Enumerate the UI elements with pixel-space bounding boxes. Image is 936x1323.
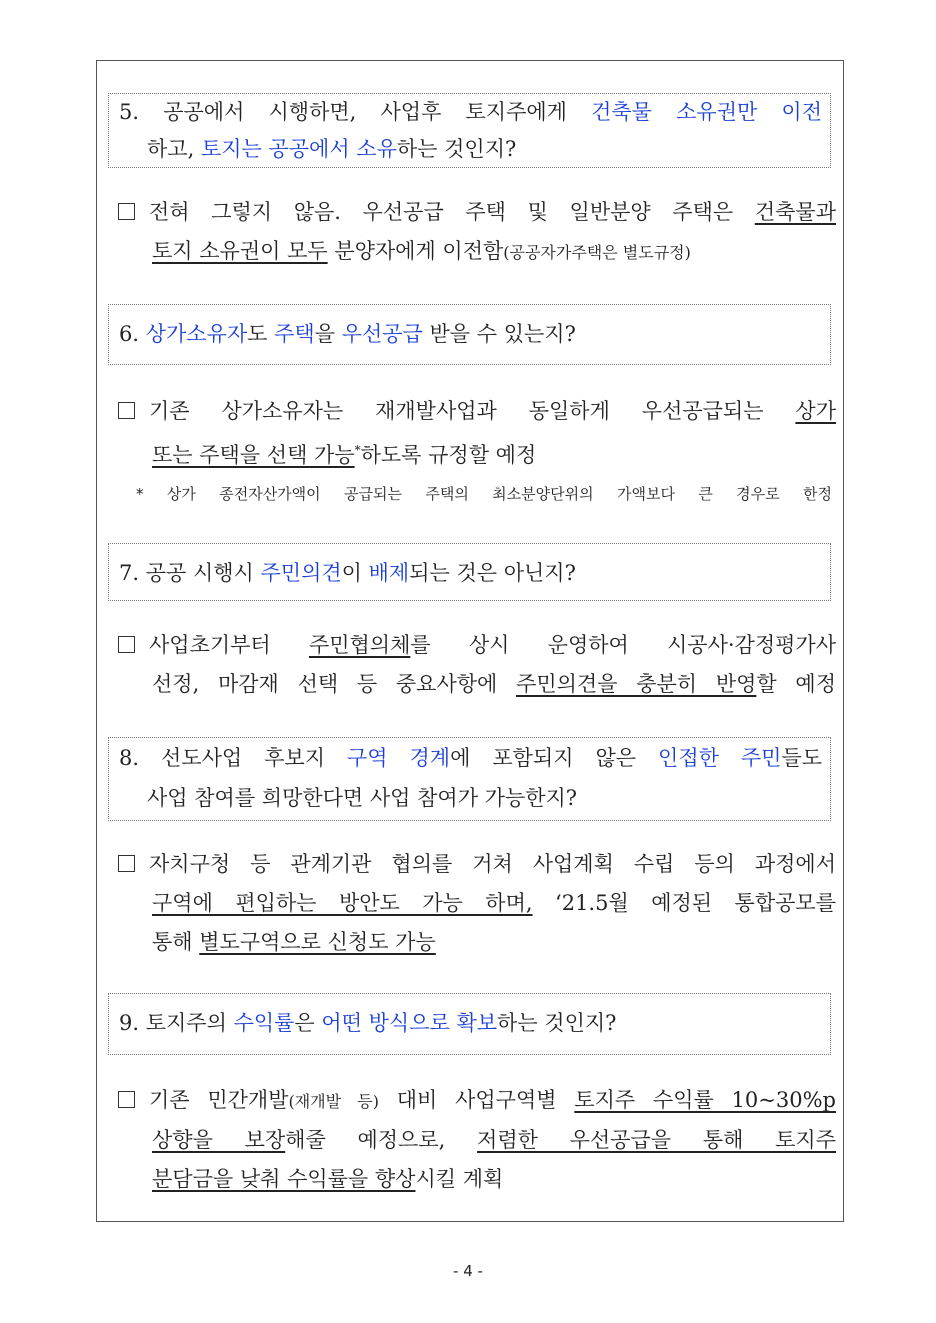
question-6-line: 6. 상가소유자도 주택을 우선공급 받을 수 있는지? [119,322,576,346]
question-5-line-2: 하고, 토지는 공공에서 소유하는 것인지? [147,137,517,161]
checkbox-icon [118,636,135,653]
answer-7 [116,626,836,704]
q5-highlight-building: 건축물 소유권만 이전 [591,100,822,124]
checkbox-icon [118,855,135,872]
answer-8-line-2: 구역에 편입하는 방안도 가능 하며, ‘21.5월 예정된 통합공모를 [152,891,836,915]
answer-5-line-2: 토지 소유권이 모두 분양자에게 이전함(공공자가주택은 별도규정) [152,239,691,263]
q5-highlight-land: 토지는 공공에서 소유 [200,137,397,161]
question-8-box [108,737,831,821]
answer-5 [116,193,836,272]
checkbox-icon [118,1091,135,1108]
answer-9-line-3: 분담금을 낮춰 수익률을 향상시킬 계획 [152,1167,504,1191]
page-number: - 4 - [453,1262,483,1280]
question-7-line: 7. 공공 시행시 주민의견이 배제되는 것은 아닌지? [119,561,576,585]
footnote-a6: * 상가 종전자산가액이 공급되는 주택의 최소분양단위의 가액보다 큰 경우로 한정 [136,485,832,503]
answer-6-line-1: 기존 상가소유자는 재개발사업과 동일하게 우선공급되는 상가 [116,392,836,431]
answer-6 [116,392,836,475]
answer-7-line-2: 선정, 마감재 선택 등 중요사항에 주민의견을 충분히 반영할 예정 [152,672,836,696]
answer-8-line-1: 자치구청 등 관계기관 협의를 거쳐 사업계획 수립 등의 과정에서 [116,845,836,884]
question-7-box [108,543,831,601]
question-5-box [108,93,831,168]
answer-7-line-1: 사업초기부터 주민협의체를 상시 운영하여 시공사·감정평가사 [116,626,836,665]
checkbox-icon [118,203,135,220]
answer-9-line-1: 기존 민간개발(재개발 등) 대비 사업구역별 토지주 수익률 10~30%p [116,1081,836,1121]
checkbox-icon [118,402,135,419]
answer-8-line-3: 통해 별도구역으로 신청도 가능 [152,930,436,954]
answer-6-line-2: 또는 주택을 선택 가능*하도록 규정할 예정 [152,443,537,467]
question-5-line-1: 5. 공공에서 시행하면, 사업후 토지주에게 건축물 소유권만 이전 [119,100,822,124]
question-8-line-1: 8. 선도사업 후보지 구역 경계에 포함되지 않은 인접한 주민들도 [119,746,823,770]
answer-9 [116,1081,836,1199]
answer-9-line-2: 상향을 보장해줄 예정으로, 저렴한 우선공급을 통해 토지주 [152,1128,836,1152]
question-8-line-2: 사업 참여를 희망한다면 사업 참여가 가능한지? [147,786,578,810]
question-6-box [108,304,831,365]
question-9-box [108,993,831,1055]
question-9-line: 9. 토지주의 수익률은 어떤 방식으로 확보하는 것인지? [119,1011,617,1035]
answer-5-line-1: 전혀 그렇지 않음. 우선공급 주택 및 일반분양 주택은 건축물과 [116,193,836,232]
answer-8 [116,845,836,962]
